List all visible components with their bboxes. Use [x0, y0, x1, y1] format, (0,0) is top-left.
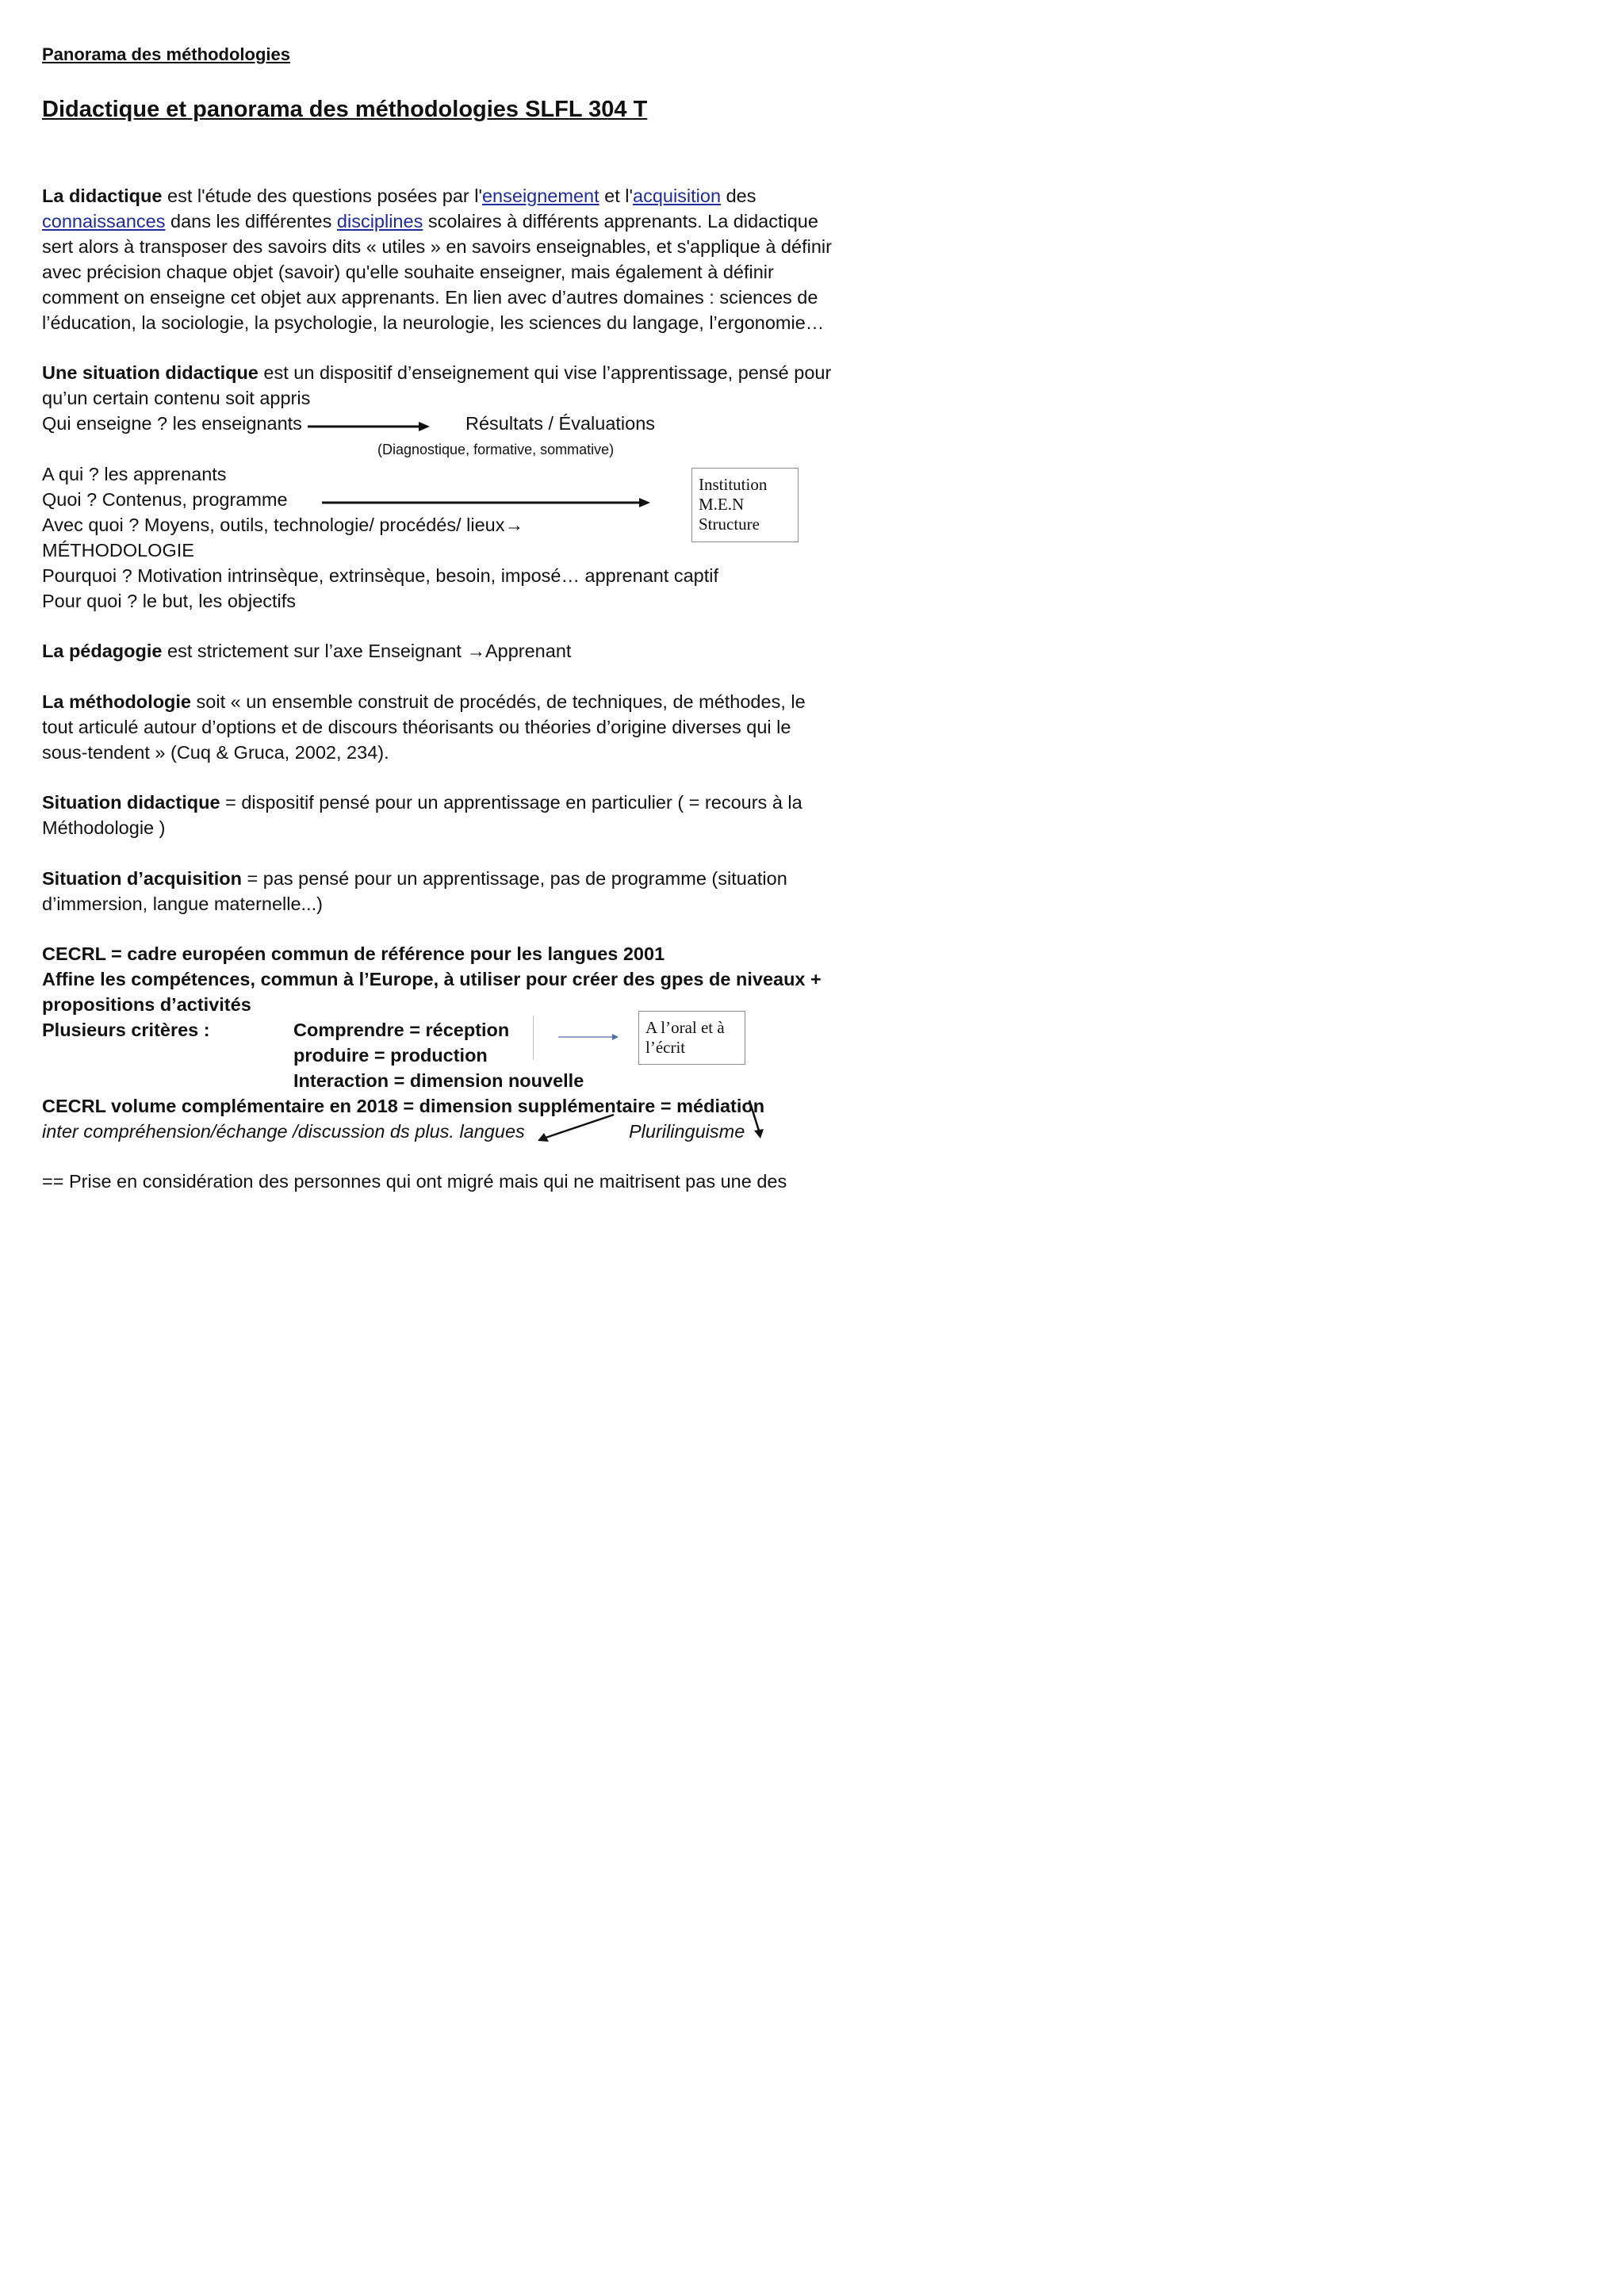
arrow-down-icon — [745, 1097, 769, 1142]
link-connaissances[interactable]: connaissances — [42, 211, 166, 232]
pedagogie-term: La pédagogie — [42, 641, 163, 661]
situation-acquisition-line-2: d’immersion, langue maternelle...) — [42, 894, 323, 914]
pedagogie-text: est strictement sur l’axe Enseignant →Apprenant — [162, 641, 572, 661]
institution-line: M.E.N — [699, 495, 745, 515]
situation-line-2: qu’un certain contenu soit appris — [42, 388, 311, 408]
arrow-right-icon — [320, 496, 653, 509]
didactique-line-6: l’éducation, la sociologie, la psychologie, la neurologie, les sciences du langage, l’ergonomie… — [42, 312, 825, 333]
didactique-line-4: avec précision chaque objet (savoir) qu'elle souhaite enseigner, mais également à définir — [42, 262, 774, 282]
methodologie-line-2: tout articulé autour d’options et de discours théorisants ou théories d’origine diverses qui le — [42, 717, 791, 737]
didactique-line-5: comment on enseigne cet objet aux apprenants. En lien avec d’autres domaines : sciences de — [42, 287, 818, 308]
cecrl-line-1: CECRL = cadre européen commun de référence pour les langues 2001 — [42, 943, 665, 964]
situation-acquisition-line-1 — [42, 870, 787, 889]
didactique-line-1 — [42, 187, 756, 206]
criterion-produire: produire = production — [293, 1045, 488, 1066]
cecrl-line-3: propositions d’activités — [42, 994, 251, 1015]
situation-didactique-text: = dispositif pensé pour un apprentissage en particulier ( = recours à la — [220, 792, 802, 813]
document-header — [42, 46, 542, 63]
link-disciplines[interactable]: disciplines — [336, 211, 423, 232]
prise-en-consideration: == Prise en considération des personnes qui ont migré mais qui ne maitrisent pas une des — [42, 1171, 787, 1192]
oral-box-line: l’écrit — [645, 1038, 686, 1058]
cecrl-line-2: Affine les compétences, commun à l’Europe, à utiliser pour créer des gpes de niveaux + — [42, 969, 822, 989]
criterion-interaction: Interaction = dimension nouvelle — [293, 1070, 584, 1091]
situation-acquisition-text: = pas pensé pour un apprentissage, pas de programme (situation — [241, 868, 787, 889]
methodologie-label: MÉTHODOLOGIE — [42, 540, 194, 561]
methodologie-term: La méthodologie — [42, 691, 191, 712]
question-pourquoi: Pourquoi ? Motivation intrinsèque, extrinsèque, besoin, imposé… apprenant captif — [42, 565, 719, 586]
criteria-label: Plusieurs critères : — [42, 1020, 210, 1040]
header-title: Panorama des méthodologies — [42, 44, 290, 64]
didactique-text: est l'étude des questions posées par l' — [162, 186, 482, 206]
link-enseignement[interactable]: enseignement — [481, 186, 599, 206]
evaluation-types: (Diagnostique, formative, sommative) — [377, 442, 615, 457]
methodologie-line-1 — [42, 693, 806, 712]
question-qui: Qui enseigne ? les enseignants — [42, 413, 302, 434]
didactique-text: dans les différentes — [165, 211, 337, 232]
oral-box-line: A l’oral et à — [645, 1018, 725, 1037]
question-quoi: Quoi ? Contenus, programme — [42, 489, 288, 510]
situation-acquisition-term: Situation d’acquisition — [42, 868, 242, 889]
institution-line: Institution — [699, 475, 768, 494]
situation-didactique-term: Situation didactique — [42, 792, 220, 813]
page-title: Didactique et panorama des méthodologies SLFL 304 T — [42, 97, 648, 122]
situation-text: est un dispositif d’enseignement qui vise l’apprentissage, pensé pour — [258, 362, 832, 383]
didactique-line-2 — [42, 212, 818, 232]
oral-ecrit-box — [638, 1011, 745, 1065]
methodologie-line-3: sous-tendent » (Cuq & Gruca, 2002, 234). — [42, 742, 389, 763]
question-pour-quoi: Pour quoi ? le but, les objectifs — [42, 591, 297, 611]
methodologie-text: soit « un ensemble construit de procédés, de techniques, de méthodes, le — [191, 691, 806, 712]
plurilinguisme-label: Plurilinguisme — [629, 1121, 745, 1142]
situation-term: Une situation didactique — [42, 362, 259, 383]
didactique-term: La didactique — [42, 186, 163, 206]
criteria-divider — [533, 1016, 534, 1060]
results-label: Résultats / Évaluations — [465, 413, 656, 434]
situation-didactique-line-2: Méthodologie ) — [42, 817, 166, 838]
didactique-text: scolaires à différents apprenants. La didactique — [423, 211, 818, 232]
question-avec-quoi: Avec quoi ? Moyens, outils, technologie/ procédés/ lieux→ — [42, 515, 523, 535]
didactique-text: et l' — [599, 186, 633, 206]
arrow-right-icon — [306, 420, 433, 433]
question-a-qui: A qui ? les apprenants — [42, 464, 227, 484]
criterion-comprendre: Comprendre = réception — [293, 1020, 510, 1040]
didactique-line-3: sert alors à transposer des savoirs dits « utiles » en savoirs enseignables, et s'applique à définir — [42, 236, 832, 257]
intercomprehension-text: inter compréhension/échange /discussion ds plus. langues — [42, 1121, 525, 1142]
institution-line: Structure — [699, 515, 760, 534]
didactique-text: des — [721, 186, 756, 206]
pedagogie-line — [42, 642, 571, 661]
situation-didactique-line-1 — [42, 794, 802, 813]
arrow-right-icon — [558, 1032, 620, 1042]
situation-line-1 — [42, 364, 831, 383]
arrow-down-left-icon — [533, 1112, 620, 1145]
institution-box — [691, 468, 799, 542]
cecrl-volume: CECRL volume complémentaire en 2018 = dimension supplémentaire = médiation — [42, 1096, 765, 1116]
link-acquisition[interactable]: acquisition — [633, 186, 722, 206]
